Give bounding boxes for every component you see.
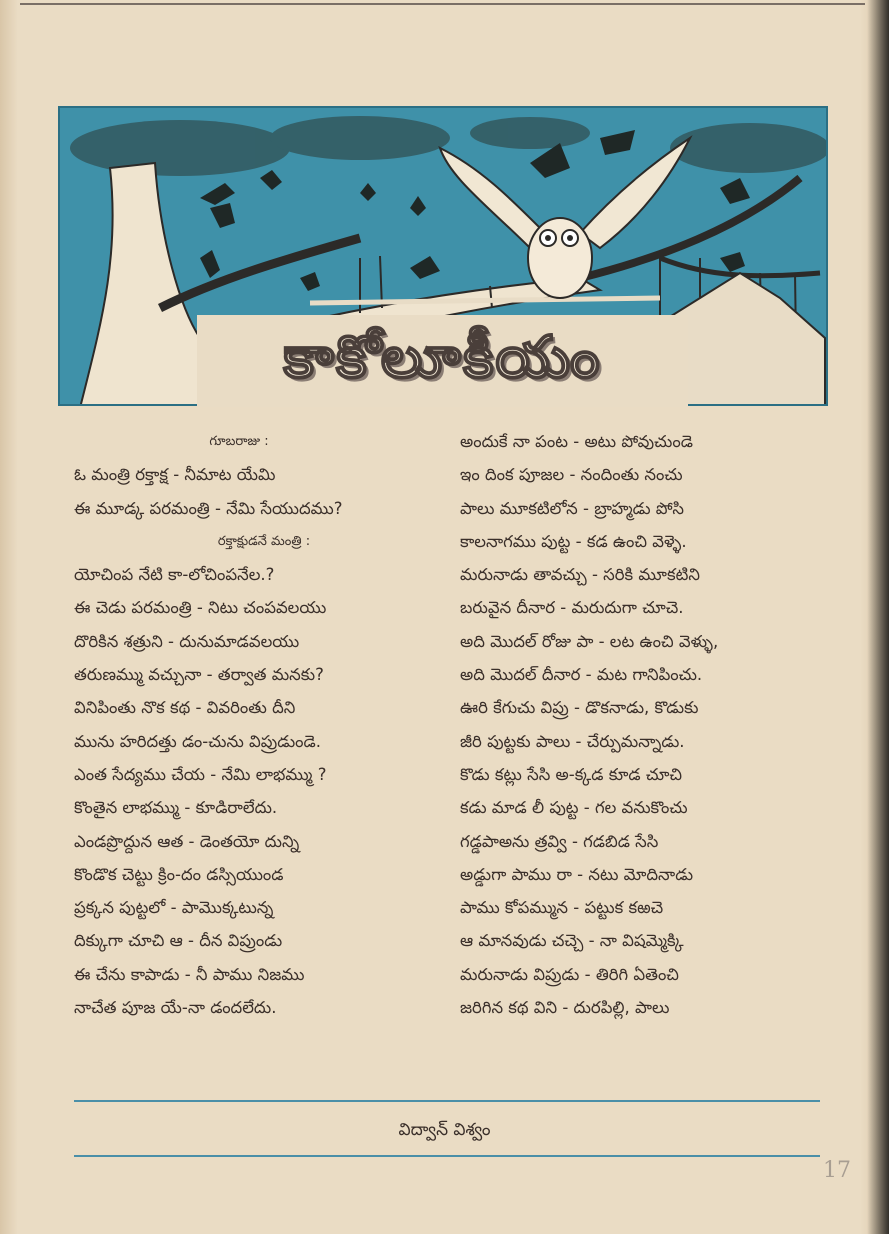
poem-line: కొడు కట్లు సేసి అ-క్కడ కూడ చూచి bbox=[460, 764, 683, 784]
poem-line: ఈ చేను కాపాడు - నీ పాము నిజము bbox=[74, 964, 305, 984]
poem-line: జీరి పుట్టకు పాలు - చేర్పుమన్నాడు. bbox=[460, 731, 685, 751]
poem-line: రక్తాక్షుడనే మంత్రి : bbox=[217, 533, 311, 549]
poem-line: కొండొక చెట్టు క్రిం-దం డస్సియుండ bbox=[74, 864, 284, 884]
author-name: విద్వాన్ విశ్వం bbox=[398, 1120, 491, 1140]
poem-line: ఎంత సేద్యము చేయ - నేమి లాభమ్ము ? bbox=[74, 764, 327, 784]
poem-line: జరిగిన కథ విని - దురపిల్లి, పాలు bbox=[460, 998, 670, 1018]
poem-line: మరునాడు తావచ్చు - సరికి మూకటిని bbox=[460, 565, 700, 585]
poem-line: అది మొదల్ రోజు పా - లట ఉంచి వెళ్ళు, bbox=[460, 631, 719, 651]
right-column bbox=[460, 425, 840, 1024]
poem-line: కడు మాడ లీ పుట్ట - గల వనుకొంచు bbox=[460, 798, 688, 818]
poem-line: ఇం దింక పూజల - నందింతు నంచు bbox=[460, 465, 683, 485]
poem-line: బరువైన దీనార - మరుదుగా చూచె. bbox=[460, 598, 684, 618]
page-number: 17 bbox=[823, 1158, 851, 1183]
poem-line: పాము కోపమ్మున - పట్టుక కఱచె bbox=[460, 898, 664, 918]
poem-line: దొరికిన శత్రుని - దునుమాడవలయు bbox=[74, 631, 300, 651]
poem-line: అడ్డుగా పాము రా - నటు మోదినాడు bbox=[460, 864, 694, 884]
poem-line: దిక్కుగా చూచి ఆ - దీన విప్రుండు bbox=[74, 931, 283, 951]
poem-line: ప్రక్కన పుట్టలో - పామొక్కటున్న bbox=[74, 898, 274, 918]
poem-line: నాచేత పూజ యే-నా డందలేదు. bbox=[74, 998, 277, 1018]
poem-line: పాలు మూకటిలోన - బ్రాహ్మడు పోసి bbox=[460, 498, 684, 518]
poem-line: తరుణమ్ము వచ్చునా - తర్వాత మనకు? bbox=[74, 665, 324, 685]
poem-line: ఈ చెడు పరమంత్రి - నిటు చంపవలయు bbox=[74, 598, 327, 618]
poem-line: ఈ మూడ్క పరమంత్రి - నేమి సేయుదము? bbox=[74, 498, 343, 518]
page-title: కాకోలూకీయం bbox=[283, 323, 602, 391]
poem-line: కాలనాగము పుట్ట - కడ ఉంచి వెళ్ళె. bbox=[460, 531, 687, 551]
poem-line: వినిపింతు నొక కథ - వివరింతు దీని bbox=[74, 698, 296, 718]
bottom-rule bbox=[74, 1155, 820, 1157]
poem-line: మును హరిదత్తు డం-చును విప్రుడుండె. bbox=[74, 731, 321, 751]
poem-line: ఎండప్రొద్దున ఆత - డెంతయో దున్ని bbox=[74, 831, 300, 851]
title-box bbox=[197, 315, 688, 407]
left-column bbox=[74, 425, 444, 1024]
poem-line: గూబరాజు : bbox=[209, 434, 269, 449]
poem-line: కొంతైన లాభమ్ము - కూడిరాలేదు. bbox=[74, 798, 278, 818]
top-rule bbox=[74, 1100, 820, 1102]
poem-line: ఊరి కేగుచు విప్రు - డొకనాడు, కొడుకు bbox=[460, 698, 699, 718]
top-border bbox=[20, 3, 865, 5]
poem-line: అది మొదల్ దీనార - మట గానిపించు. bbox=[460, 665, 703, 685]
poem-line: అందుకే నా పంట - అటు పోవుచుండె bbox=[460, 432, 693, 451]
poem-line: మరునాడు విప్రుడు - తిరిగి ఏతెంచి bbox=[460, 964, 679, 984]
poem-line: గడ్డపాఅను త్రవ్వి - గడబిడ సేసి bbox=[460, 831, 659, 851]
poem-line: ఓ మంత్రి రక్తాక్ష - నీమాట యేమి bbox=[74, 465, 276, 485]
page-shadow bbox=[867, 0, 889, 1234]
poem-line: ఆ మానవుడు చచ్చె - నా విషమ్మెక్కి bbox=[460, 931, 684, 951]
poem-line: యోచింప నేటి కా-లోచింపనేల.? bbox=[74, 565, 275, 585]
